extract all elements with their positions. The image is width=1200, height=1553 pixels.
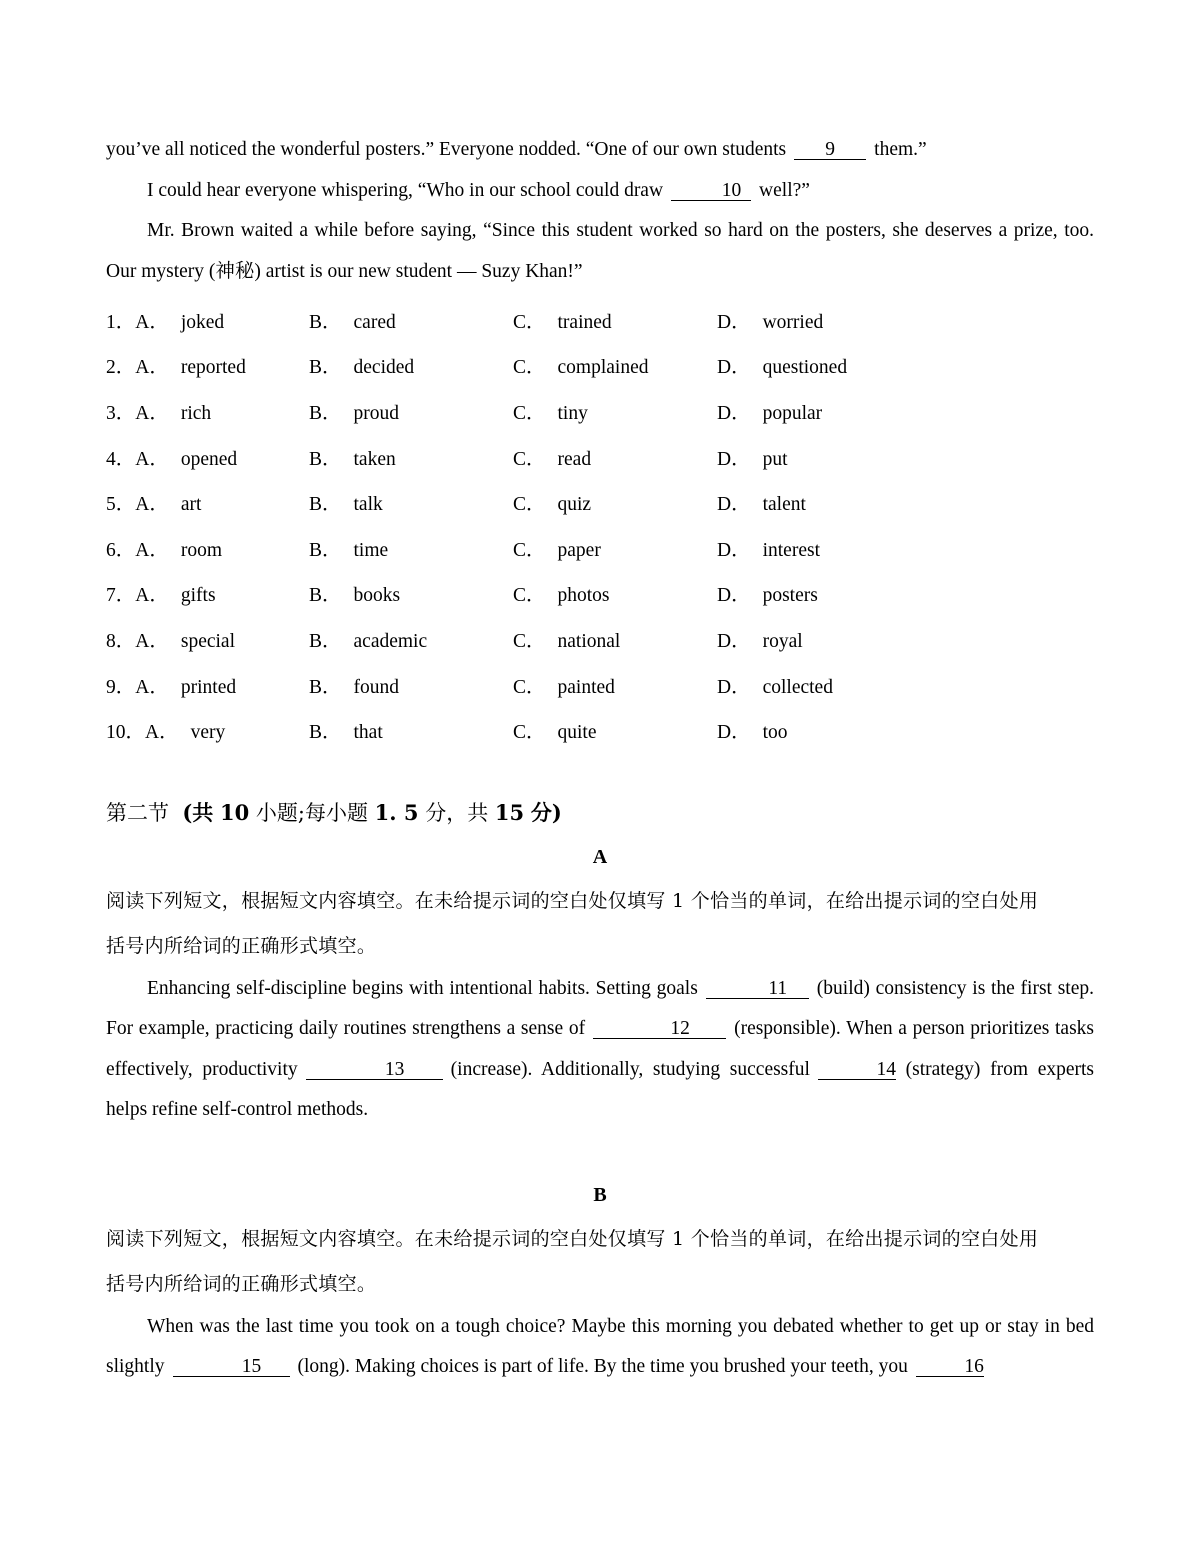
option-d: [717, 443, 921, 471]
option-b: [309, 534, 513, 562]
question-number: 10．: [106, 722, 146, 744]
option-letter: B．: [309, 311, 342, 333]
section-number: 15: [494, 799, 525, 825]
question-row: [106, 343, 1094, 389]
option-b: [309, 671, 513, 699]
option-letter: C．: [513, 448, 546, 470]
option-c: [513, 397, 717, 425]
option-text: royal: [762, 630, 803, 652]
option-text: gifts: [180, 585, 216, 607]
option-letter: B．: [309, 630, 342, 652]
option-d: [717, 625, 921, 653]
question-row: [106, 297, 1094, 343]
question-number: 4．: [106, 448, 136, 470]
option-letter: B．: [309, 357, 342, 379]
option-text: paper: [557, 539, 601, 561]
question-row: [106, 479, 1094, 525]
option-letter: A．: [135, 630, 169, 652]
option-text: proud: [353, 402, 400, 424]
option-letter: C．: [513, 722, 546, 744]
option-b: [309, 306, 513, 334]
section-text: (共: [182, 799, 214, 825]
option-text: quiz: [557, 494, 592, 516]
blank-9: 9: [794, 140, 866, 160]
passage-text: (strategy) from experts helps refine self-control methods.: [106, 1058, 1095, 1121]
option-letter: C．: [513, 402, 546, 424]
option-text: talk: [353, 494, 383, 516]
passage-line-2: [106, 171, 1094, 212]
passage-text: (build) consistency is the first step. For example, practicing daily routines strengthens a sense of: [106, 977, 1094, 1040]
passage-line-3: Mr. Brown waited a while before saying, “Since this student worked so hard on the posters, she deserves a prize, too. Our mystery (神秘) artist is our new student — Suzy Khan!”: [106, 220, 1094, 282]
option-letter: A．: [135, 311, 169, 333]
option-text: painted: [557, 676, 615, 698]
option-letter: A．: [135, 585, 169, 607]
option-text: quite: [557, 722, 597, 744]
option-text: rich: [180, 402, 212, 424]
option-letter: A．: [135, 357, 169, 379]
part-a-passage: [106, 969, 1094, 1131]
option-d: [717, 397, 921, 425]
blank-10: 10: [671, 181, 751, 201]
option-text: books: [353, 585, 401, 607]
option-d: [717, 306, 921, 334]
option-letter: D．: [717, 676, 751, 698]
option-letter: C．: [513, 311, 546, 333]
option-d: [717, 351, 921, 379]
option-b: [309, 579, 513, 607]
option-letter: B．: [309, 494, 342, 516]
blank-14: 14: [818, 1060, 896, 1080]
option-letter: B．: [309, 722, 342, 744]
part-a-heading: A: [592, 845, 608, 868]
option-b: [309, 397, 513, 425]
option-text: talent: [762, 494, 806, 516]
question-row: [106, 662, 1094, 708]
option-letter: D．: [717, 585, 751, 607]
option-c: [513, 579, 717, 607]
option-text: read: [557, 448, 592, 470]
option-letter: D．: [717, 448, 751, 470]
option-text: decided: [353, 357, 415, 379]
part-b-heading: B: [593, 1183, 607, 1206]
option-a: [106, 534, 309, 562]
option-text: academic: [353, 630, 428, 652]
passage-text: I could hear everyone whispering, “Who in our school could draw: [147, 179, 664, 201]
option-letter: D．: [717, 722, 751, 744]
question-row: [106, 707, 1094, 753]
option-text: time: [353, 539, 389, 561]
option-letter: C．: [513, 494, 546, 516]
question-row: [106, 525, 1094, 571]
question-row: [106, 616, 1094, 662]
option-text: cared: [353, 311, 396, 333]
question-number: 1．: [106, 311, 136, 333]
option-text: complained: [557, 357, 649, 379]
passage-text: (long). Making choices is part of life. By the time you brushed your teeth, you: [297, 1356, 908, 1378]
question-number: 9．: [106, 676, 136, 698]
option-text: questioned: [762, 357, 848, 379]
part-b-instruction: [106, 1217, 1094, 1307]
option-letter: D．: [717, 357, 751, 379]
option-letter: A．: [145, 722, 179, 744]
option-letter: D．: [717, 402, 751, 424]
option-text: special: [180, 630, 235, 652]
option-letter: A．: [135, 448, 169, 470]
option-c: [513, 625, 717, 653]
option-a: [106, 306, 309, 334]
option-letter: D．: [717, 311, 751, 333]
option-letter: C．: [513, 676, 546, 698]
question-number: 6．: [106, 539, 136, 561]
blank-15: 15: [173, 1357, 290, 1377]
option-text: printed: [180, 676, 237, 698]
option-c: [513, 306, 717, 334]
section-text: 小题;每小题: [255, 800, 368, 825]
section-number: 1. 5: [374, 799, 419, 825]
option-letter: B．: [309, 402, 342, 424]
passage-text: well?”: [759, 179, 810, 201]
option-c: [513, 488, 717, 516]
question-number: 5．: [106, 494, 136, 516]
option-d: [717, 534, 921, 562]
passage-text: When was the last time you took on a tough choice? Maybe this morning you debated whether to get up or stay in bed slightly: [106, 1315, 1094, 1378]
option-a: [106, 488, 309, 516]
instruction-text: 括号内所给词的正确形式填空。: [106, 934, 377, 957]
option-d: [717, 716, 921, 744]
passage-text: them.”: [874, 139, 927, 160]
question-number: 2．: [106, 357, 136, 379]
option-b: [309, 443, 513, 471]
option-text: interest: [762, 539, 820, 561]
section-text: 分，共: [425, 800, 489, 825]
option-c: [513, 671, 717, 699]
option-letter: B．: [309, 539, 342, 561]
passage-text: (responsible). When a person prioritizes tasks effectively, productivity: [106, 1018, 1094, 1080]
option-letter: D．: [717, 494, 751, 516]
option-letter: A．: [135, 676, 169, 698]
instruction-text: 阅读下列短文，根据短文内容填空。在未给提示词的空白处仅填写 1 个恰当的单词，在给出提示词的空白处用: [106, 889, 1039, 912]
option-a: [106, 443, 309, 471]
option-b: [309, 351, 513, 379]
passage-line-1: [106, 130, 1094, 171]
option-letter: B．: [309, 676, 342, 698]
blank-11: 11: [706, 979, 809, 999]
passage-text: Enhancing self-discipline begins with intentional habits. Setting goals: [147, 977, 698, 999]
instruction-text: 阅读下列短文，根据短文内容填空。在未给提示词的空白处仅填写 1 个恰当的单词，在给出提示词的空白处用: [106, 1227, 1039, 1250]
option-text: posters: [762, 585, 818, 607]
section-label: 第二节: [106, 800, 169, 825]
option-letter: A．: [135, 494, 169, 516]
option-d: [717, 488, 921, 516]
option-letter: C．: [513, 585, 546, 607]
passage-text: you’ve all noticed the wonderful posters.” Everyone nodded. “One of our own students: [106, 139, 787, 160]
option-text: found: [353, 676, 400, 698]
question-number: 7．: [106, 585, 136, 607]
section-text: 分): [530, 799, 562, 825]
option-text: reported: [180, 357, 246, 379]
blank-16: 16: [916, 1357, 984, 1377]
option-letter: D．: [717, 630, 751, 652]
option-b: [309, 625, 513, 653]
options-table: [106, 297, 1094, 753]
blank-12: 12: [593, 1019, 726, 1039]
option-b: [309, 488, 513, 516]
part-a-instruction: [106, 879, 1094, 969]
option-text: room: [180, 539, 223, 561]
option-d: [717, 671, 921, 699]
option-text: worried: [762, 311, 824, 333]
blank-13: 13: [306, 1060, 443, 1080]
option-text: taken: [353, 448, 396, 470]
exam-page: [106, 130, 1094, 1388]
option-text: joked: [180, 311, 225, 333]
option-c: [513, 716, 717, 744]
option-a: [106, 625, 309, 653]
option-c: [513, 534, 717, 562]
option-letter: B．: [309, 448, 342, 470]
option-c: [513, 443, 717, 471]
option-a: [106, 579, 309, 607]
option-letter: D．: [717, 539, 751, 561]
instruction-text: 括号内所给词的正确形式填空。: [106, 1272, 377, 1295]
option-d: [717, 579, 921, 607]
option-text: tiny: [557, 402, 588, 424]
option-letter: C．: [513, 539, 546, 561]
part-b-passage: [106, 1307, 1094, 1388]
question-row: [106, 434, 1094, 480]
option-text: put: [762, 448, 788, 470]
option-letter: C．: [513, 630, 546, 652]
option-letter: B．: [309, 585, 342, 607]
option-text: collected: [762, 676, 833, 698]
option-letter: A．: [135, 402, 169, 424]
option-text: popular: [762, 402, 823, 424]
option-a: [106, 671, 309, 699]
option-text: very: [190, 722, 226, 744]
question-row: [106, 388, 1094, 434]
option-text: opened: [180, 448, 238, 470]
section-title: [106, 793, 1094, 833]
option-text: too: [762, 722, 788, 744]
option-text: that: [353, 722, 383, 744]
question-row: [106, 571, 1094, 617]
option-text: trained: [557, 311, 612, 333]
option-a: [106, 397, 309, 425]
option-b: [309, 716, 513, 744]
option-letter: C．: [513, 357, 546, 379]
option-text: national: [557, 630, 621, 652]
option-c: [513, 351, 717, 379]
question-number: 8．: [106, 630, 136, 652]
option-a: [106, 351, 309, 379]
option-letter: A．: [135, 539, 169, 561]
option-text: art: [180, 494, 202, 516]
option-a: [106, 716, 309, 744]
section-number: 10: [219, 799, 250, 825]
passage-text: (increase). Additionally, studying successful: [450, 1058, 810, 1080]
option-text: photos: [557, 585, 610, 607]
question-number: 3．: [106, 402, 136, 424]
